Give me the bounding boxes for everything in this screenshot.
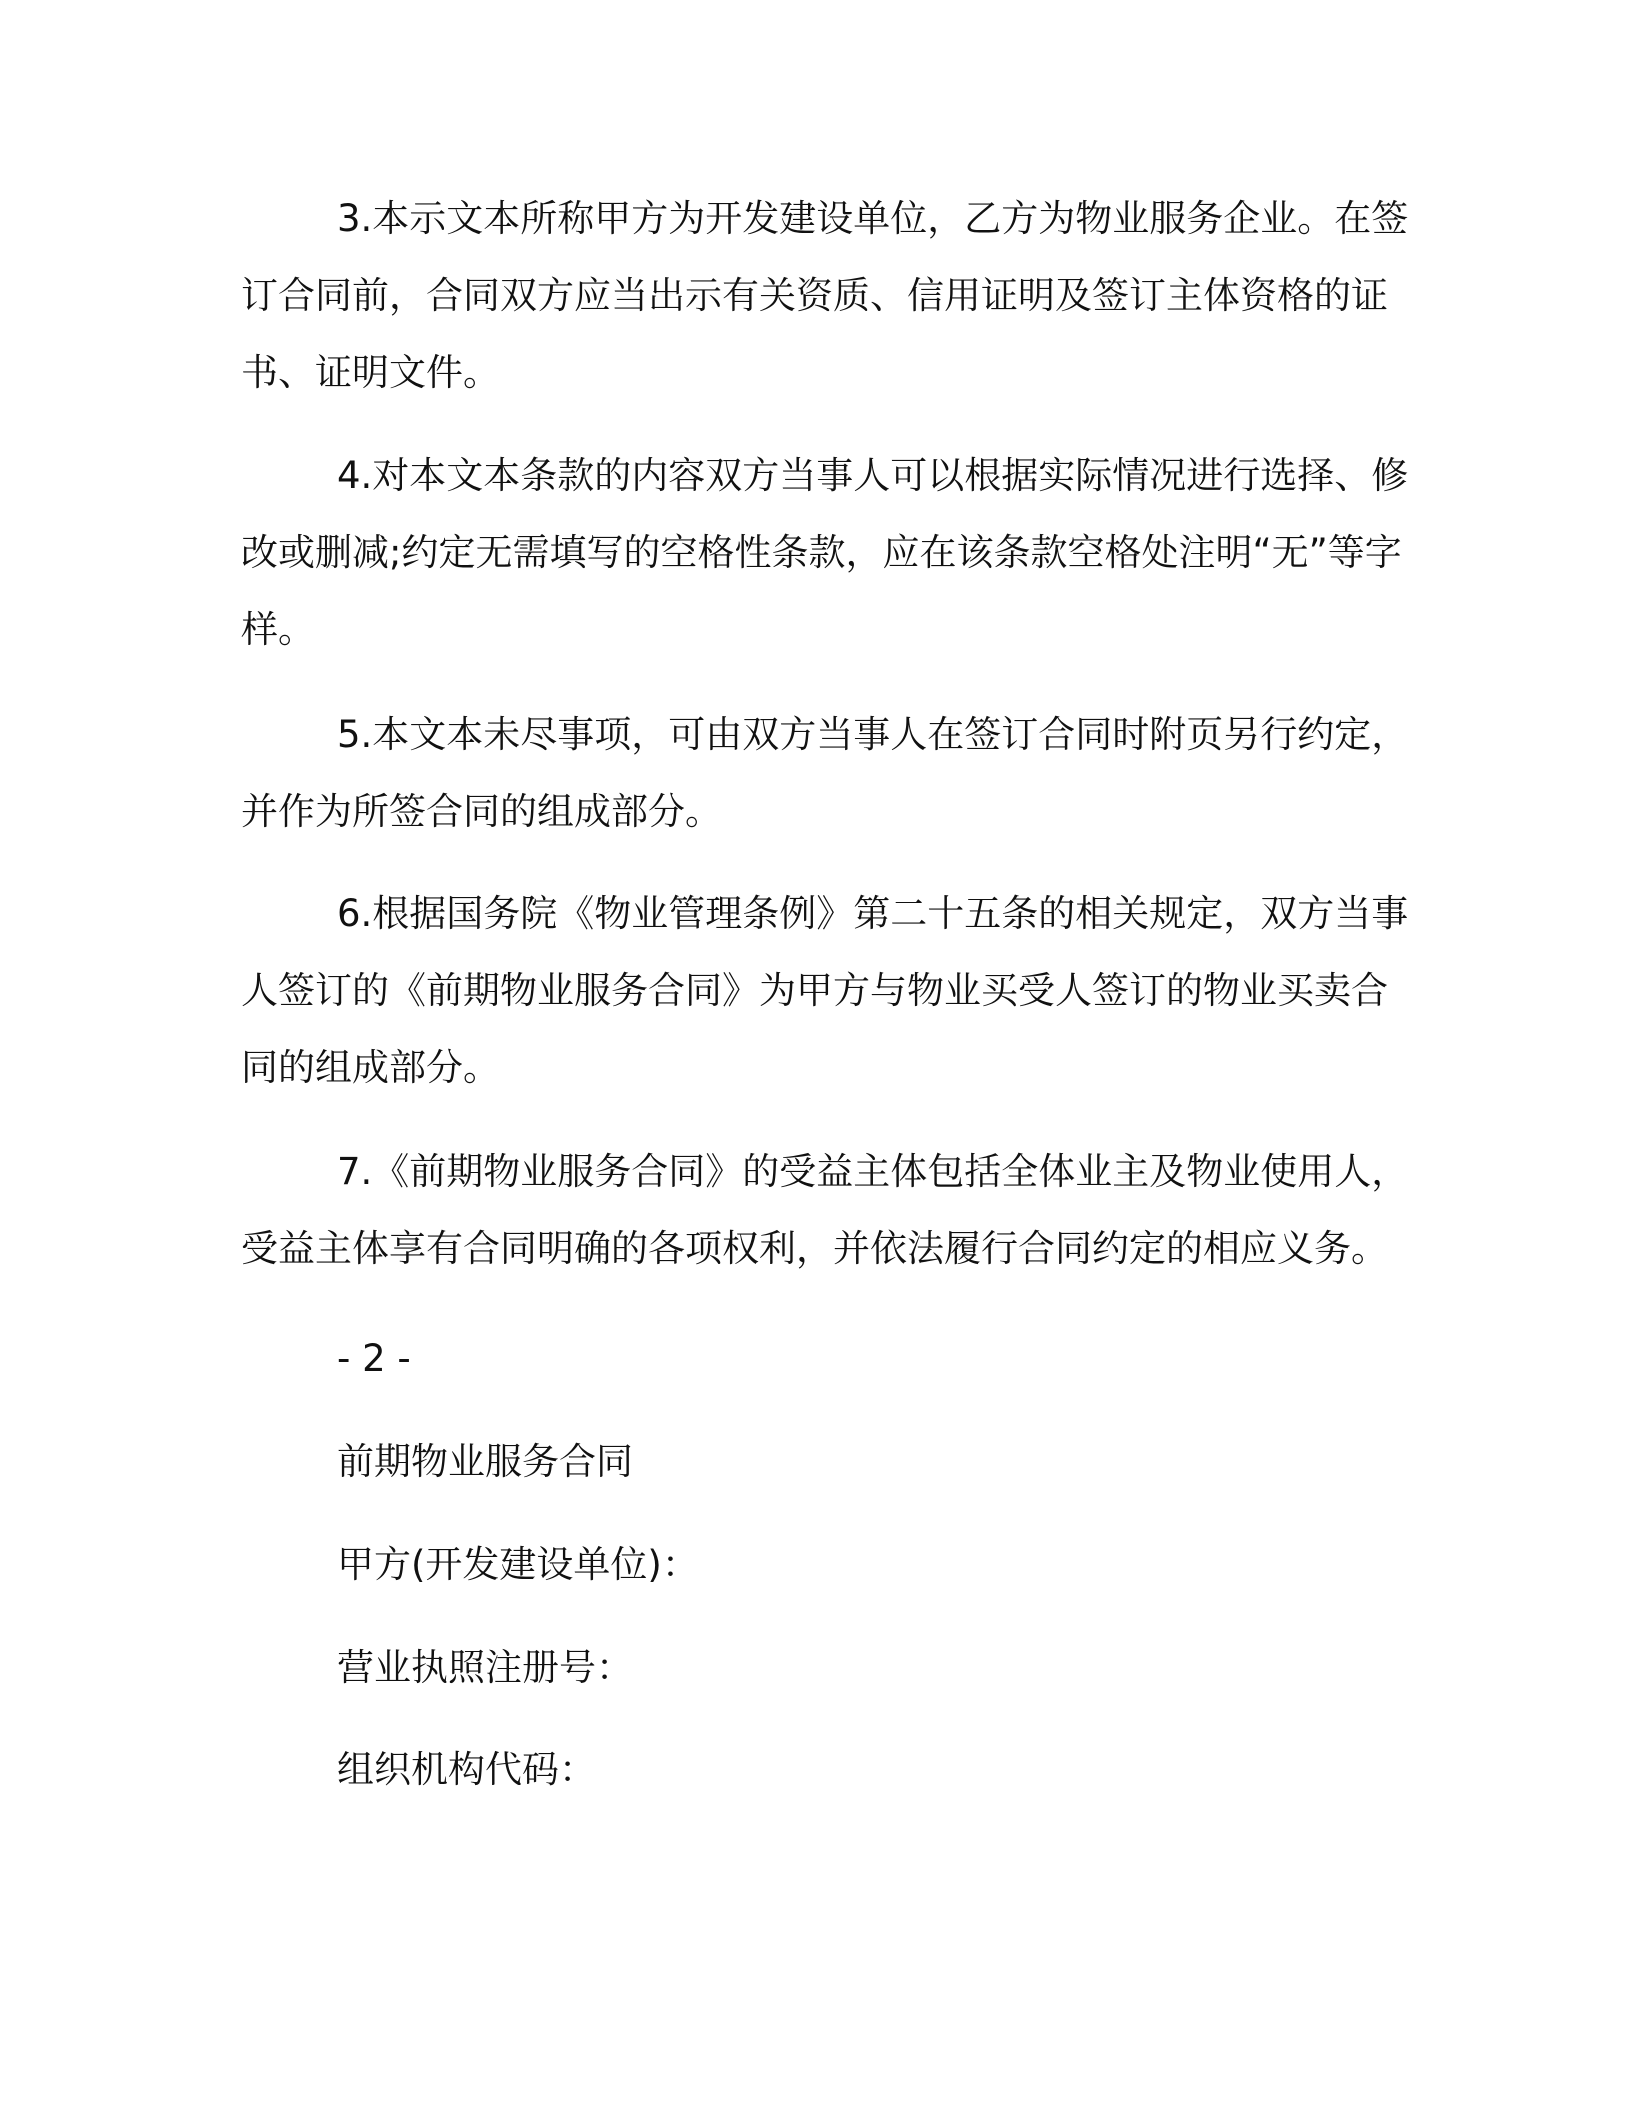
organization-code-field: 组织机构代码：	[337, 1748, 596, 1791]
paragraph-6: 6.根据国务院《物业管理条例》第二十五条的相关规定，双方当事人签订的《前期物业服务合同》为甲方与物业买受人签订的物业买卖合同的组成部分。	[241, 892, 1409, 1089]
business-license-field: 营业执照注册号：	[337, 1646, 633, 1689]
paragraph-7: 7.《前期物业服务合同》的受益主体包括全体业主及物业使用人，受益主体享有合同明确的各项权利，并依法履行合同约定的相应义务。	[241, 1150, 1409, 1270]
paragraph-4: 4.对本文本条款的内容双方当事人可以根据实际情况进行选择、修改或删减;约定无需填写的空格性条款，应在该条款空格处注明“无”等字样。	[241, 454, 1409, 651]
paragraph-5: 5.本文本未尽事项，可由双方当事人在签订合同时附页另行约定，并作为所签合同的组成部分。	[241, 713, 1409, 833]
page-number: - 2 -	[337, 1337, 411, 1380]
party-a-field: 甲方(开发建设单位)：	[337, 1543, 699, 1586]
contract-title: 前期物业服务合同	[337, 1440, 633, 1483]
paragraph-3: 3.本示文本所称甲方为开发建设单位，乙方为物业服务企业。在签订合同前，合同双方应当出示有关资质、信用证明及签订主体资格的证书、证明文件。	[241, 197, 1409, 394]
